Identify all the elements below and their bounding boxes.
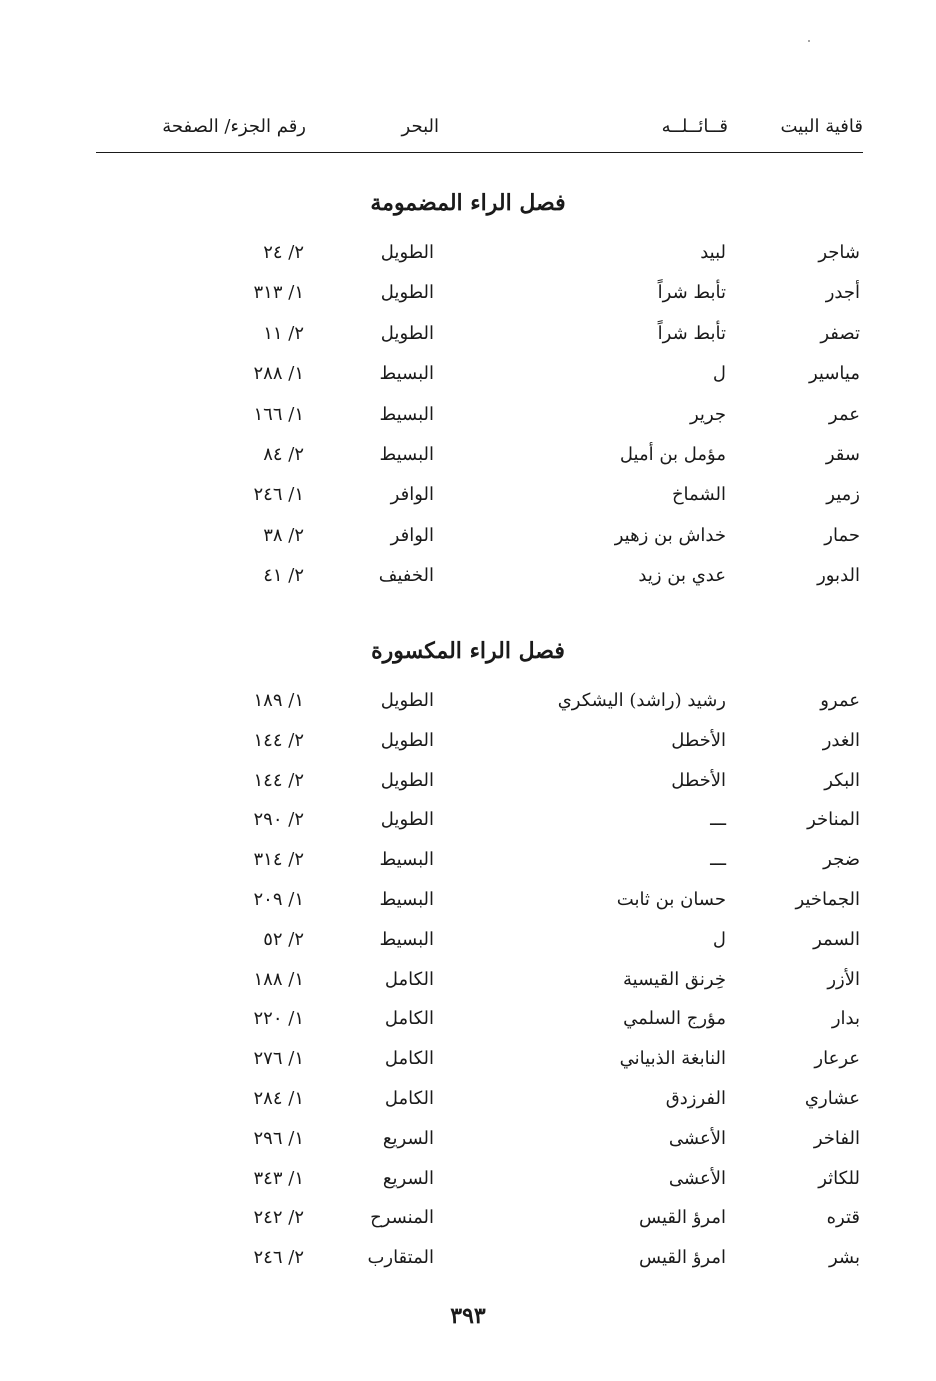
rhyme-cell: البكر [824,770,860,791]
volume-page-cell: ٢/ ٣١٤ [253,849,304,870]
volume-page-cell: ٢/ ٢٤٢ [253,1207,304,1228]
meter-cell: الطويل [380,690,434,711]
meter-cell: المتقارب [367,1247,434,1268]
rhyme-cell: الأزر [827,969,860,990]
table-row [0,770,936,800]
poet-cell: الشماخ [671,484,726,505]
rhyme-cell: حمار [824,525,860,546]
volume-page-cell: ٢/ ١٤٤ [253,730,304,751]
meter-cell: البسيط [379,929,434,950]
poet-cell: ل [712,363,726,384]
volume-page-cell: ١/ ٢٨٨ [253,363,304,384]
meter-cell: الوافر [390,484,434,505]
volume-page-cell: ١/ ٢٠٩ [253,889,304,910]
meter-cell: الخفيف [378,565,434,586]
poet-cell: جرير [690,404,726,425]
rhyme-cell: الفاخر [813,1128,860,1149]
rhyme-cell: شاجر [818,242,860,263]
meter-cell: الوافر [390,525,434,546]
volume-page-cell: ١/ ١٨٩ [253,690,304,711]
rhyme-cell: الجماخير [795,889,860,910]
meter-cell: الطويل [380,770,434,791]
volume-page-cell: ٢/ ٨٤ [263,444,304,465]
poet-cell: الأخطل [671,770,726,791]
table-row [0,484,936,514]
meter-cell: الكامل [384,1008,434,1029]
table-row [0,444,936,474]
rhyme-cell: بدار [831,1008,860,1029]
volume-page-cell: ٢/ ٢٤ [263,242,304,263]
poet-cell: مؤمل بن أميل [619,444,726,465]
section-title: فصل الراء المضمومة [370,190,566,216]
meter-cell: الكامل [384,969,434,990]
rhyme-cell: السمر [813,929,860,950]
meter-cell: الطويل [380,730,434,751]
volume-page-cell: ٢/ ٣٨ [263,525,304,546]
poet-cell: ـــ [710,849,726,870]
rhyme-cell: تصفر [820,323,860,344]
poet-cell: تأبط شراً [657,282,726,303]
meter-cell: البسيط [379,363,434,384]
volume-page-cell: ٢/ ٤١ [263,565,304,586]
table-row [0,889,936,919]
header-volume-page: رقم الجزء/ الصفحة [162,116,306,137]
poet-cell: لبيد [700,242,726,263]
poet-cell: خِرنق القيسية [623,969,726,990]
volume-page-cell: ١/ ١٦٦ [253,404,304,425]
meter-cell: الطويل [380,809,434,830]
volume-page-cell: ١/ ٣٤٣ [253,1168,304,1189]
rhyme-cell: الغدر [822,730,860,751]
meter-cell: البسيط [379,889,434,910]
rhyme-cell: بشر [829,1247,860,1268]
meter-cell: الطويل [380,242,434,263]
meter-cell: البسيط [379,444,434,465]
header-rule [96,152,863,153]
section-title: فصل الراء المكسورة [371,638,565,664]
poet-cell: الأخطل [671,730,726,751]
poet-cell: الأعشى [668,1168,726,1189]
volume-page-cell: ١/ ٢٤٦ [253,484,304,505]
volume-page-cell: ٢/ ٥٢ [263,929,304,950]
volume-page-cell: ٢/ ١١ [263,323,304,344]
poet-cell: رشيد (راشد) اليشكري [557,690,726,711]
meter-cell: الطويل [380,323,434,344]
table-row [0,1247,936,1277]
rhyme-cell: قتره [826,1207,860,1228]
volume-page-cell: ١/ ٢٢٠ [253,1008,304,1029]
rhyme-cell: المناخر [807,809,860,830]
rhyme-cell: عرعار [814,1048,860,1069]
rhyme-cell: عمر [828,404,860,425]
rhyme-cell: عمرو [820,690,860,711]
table-row [0,1128,936,1158]
volume-page-cell: ٢/ ٢٩٠ [253,809,304,830]
meter-cell: الطويل [380,282,434,303]
meter-cell: المنسرح [370,1207,434,1228]
table-row [0,969,936,999]
table-row [0,363,936,393]
poet-cell: عدي بن زيد [638,565,726,586]
poet-cell: النابغة الذبياني [619,1048,726,1069]
page-mark [808,40,810,42]
header-rhyme: قافية البيت [780,116,863,137]
rhyme-cell: زمير [826,484,860,505]
poet-cell: امرؤ القيس [639,1207,726,1228]
rhyme-cell: ضجر [823,849,860,870]
rhyme-cell: عشاري [804,1088,860,1109]
poet-cell: الفرزدق [665,1088,726,1109]
table-row [0,242,936,272]
meter-cell: البسيط [379,404,434,425]
table-row [0,1048,936,1078]
header-meter: البحر [401,116,439,137]
volume-page-cell: ١/ ٢٨٤ [253,1088,304,1109]
volume-page-cell: ٢/ ٢٤٦ [253,1247,304,1268]
poet-cell: تأبط شراً [657,323,726,344]
poet-cell: امرؤ القيس [639,1247,726,1268]
header-poet: قــائــلــه [661,116,728,137]
poet-cell: حسان بن ثابت [616,889,726,910]
volume-page-cell: ١/ ٣١٣ [253,282,304,303]
rhyme-cell: للكاثر [818,1168,860,1189]
page-number: ٣٩٣ [450,1303,486,1329]
table-row [0,690,936,720]
poet-cell: مؤرج السلمي [623,1008,726,1029]
table-row [0,525,936,555]
volume-page-cell: ١/ ٢٧٦ [253,1048,304,1069]
poet-cell: ـــ [710,809,726,830]
meter-cell: السريع [382,1128,434,1149]
volume-page-cell: ١/ ٢٩٦ [253,1128,304,1149]
table-row [0,323,936,353]
poet-cell: ل [712,929,726,950]
volume-page-cell: ١/ ١٨٨ [253,969,304,990]
table-row [0,730,936,760]
table-row [0,1168,936,1198]
rhyme-cell: سقر [825,444,860,465]
meter-cell: البسيط [379,849,434,870]
meter-cell: الكامل [384,1048,434,1069]
table-row [0,1207,936,1237]
volume-page-cell: ٢/ ١٤٤ [253,770,304,791]
table-row [0,1088,936,1118]
rhyme-cell: الدبور [817,565,860,586]
poet-cell: الأعشى [668,1128,726,1149]
meter-cell: الكامل [384,1088,434,1109]
table-row [0,282,936,312]
rhyme-cell: أجدر [825,282,860,303]
table-row [0,404,936,434]
table-row [0,565,936,595]
poet-cell: خداش بن زهير [614,525,726,546]
rhyme-cell: مياسير [808,363,860,384]
table-row [0,929,936,959]
table-row [0,849,936,879]
table-row [0,1008,936,1038]
meter-cell: السريع [382,1168,434,1189]
table-row [0,809,936,839]
